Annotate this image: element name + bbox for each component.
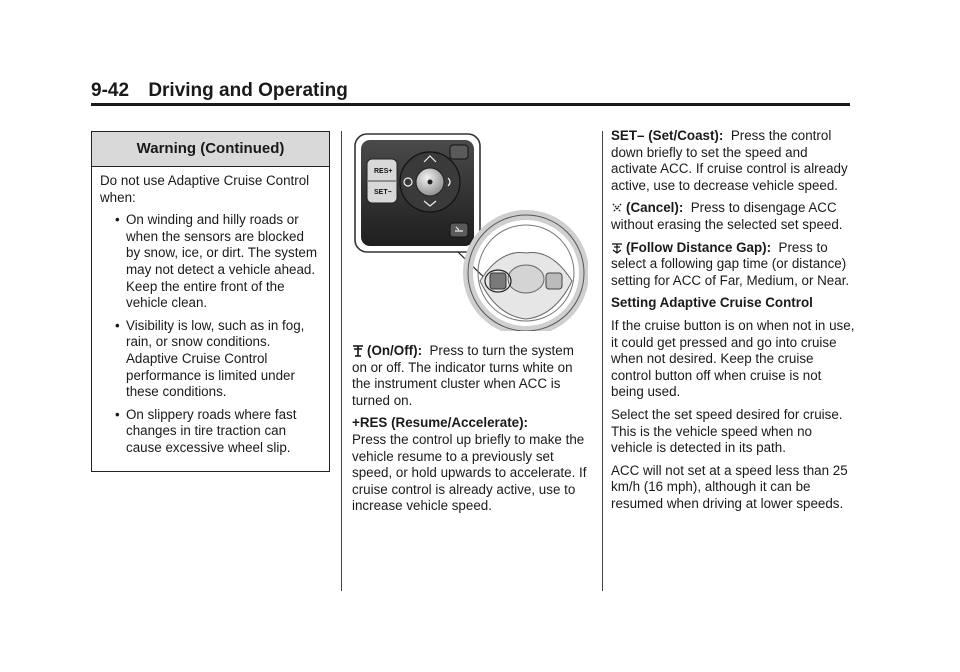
warning-bullet: • Visibility is low, such as in fog, rain, or snow conditions. Adaptive Cruise Control performance is limited under these conditions.	[115, 317, 305, 400]
page-number: 9-42	[91, 80, 130, 101]
warning-bullet: • On slippery roads where fast changes in tire traction can cause excessive wheel slip.	[115, 406, 297, 455]
page-header	[91, 80, 348, 102]
bullet-icon: •	[115, 317, 120, 333]
follow-distance-gap-icon	[611, 241, 623, 254]
paragraph: If the cruise button is on when not in use, it could get pressed and go into cruise when not desired. Keep the cruise control button off when cruise is not being used.	[611, 317, 855, 400]
warning-title: Warning (Continued)	[92, 132, 329, 167]
bullet-icon: •	[115, 406, 120, 422]
cancel-paragraph: (Cancel): Press to disengage ACC without erasing the selected set speed.	[611, 200, 843, 232]
paragraph: ACC will not set at a speed less than 25 km/h (16 mph), although it can be resumed when driving at lower speeds.	[611, 462, 848, 511]
paragraph: Select the set speed desired for cruise. This is the vehicle speed when no vehicle is detected in its path.	[611, 406, 843, 456]
column-divider	[341, 131, 342, 591]
warning-bullet: • On winding and hilly roads or when the sensors are blocked by snow, ice, or dirt. The system may not detect a vehicle ahead. Keep the entire front of the vehicle clean.	[115, 212, 318, 311]
phone-button	[450, 145, 468, 159]
set-paragraph: SET– (Set/Coast): Press the control down briefly to set the speed and activate ACC. If cruise control is already active, use to decrease vehicle speed.	[611, 128, 848, 193]
res-button-label: RES+	[374, 168, 393, 175]
text-column-2	[352, 343, 592, 521]
section-title: Driving and Operating	[148, 80, 348, 101]
steering-wheel-controls-illustration	[350, 131, 588, 331]
cruise-onoff-icon	[352, 344, 364, 357]
warning-intro: Do not use Adaptive Cruise Control when:	[100, 173, 310, 205]
onoff-paragraph: (On/Off): Press to turn the system on or off. The indicator turns white on the instrument cluster when ACC is turned on.	[352, 343, 574, 408]
gap-paragraph: (Follow Distance Gap): Press to select a following gap time (or distance) setting for ACC of Far, Medium, or Near.	[611, 239, 850, 288]
res-paragraph: +RES (Resume/Accelerate): Press the control up briefly to make the vehicle resume to a previously set speed, or hold upwards to accelerate. If cruise control is already active, use to increase vehicle speed.	[352, 415, 587, 514]
cancel-icon	[611, 201, 623, 214]
text-column-3	[611, 128, 855, 518]
header-rule	[91, 103, 850, 106]
column-divider	[602, 131, 603, 591]
subheading: Setting Adaptive Cruise Control	[611, 295, 813, 311]
bullet-icon: •	[115, 212, 120, 228]
warning-list	[100, 212, 321, 456]
set-button-label: SET−	[374, 189, 392, 196]
steering-wheel	[468, 215, 584, 331]
warning-box	[91, 131, 330, 472]
